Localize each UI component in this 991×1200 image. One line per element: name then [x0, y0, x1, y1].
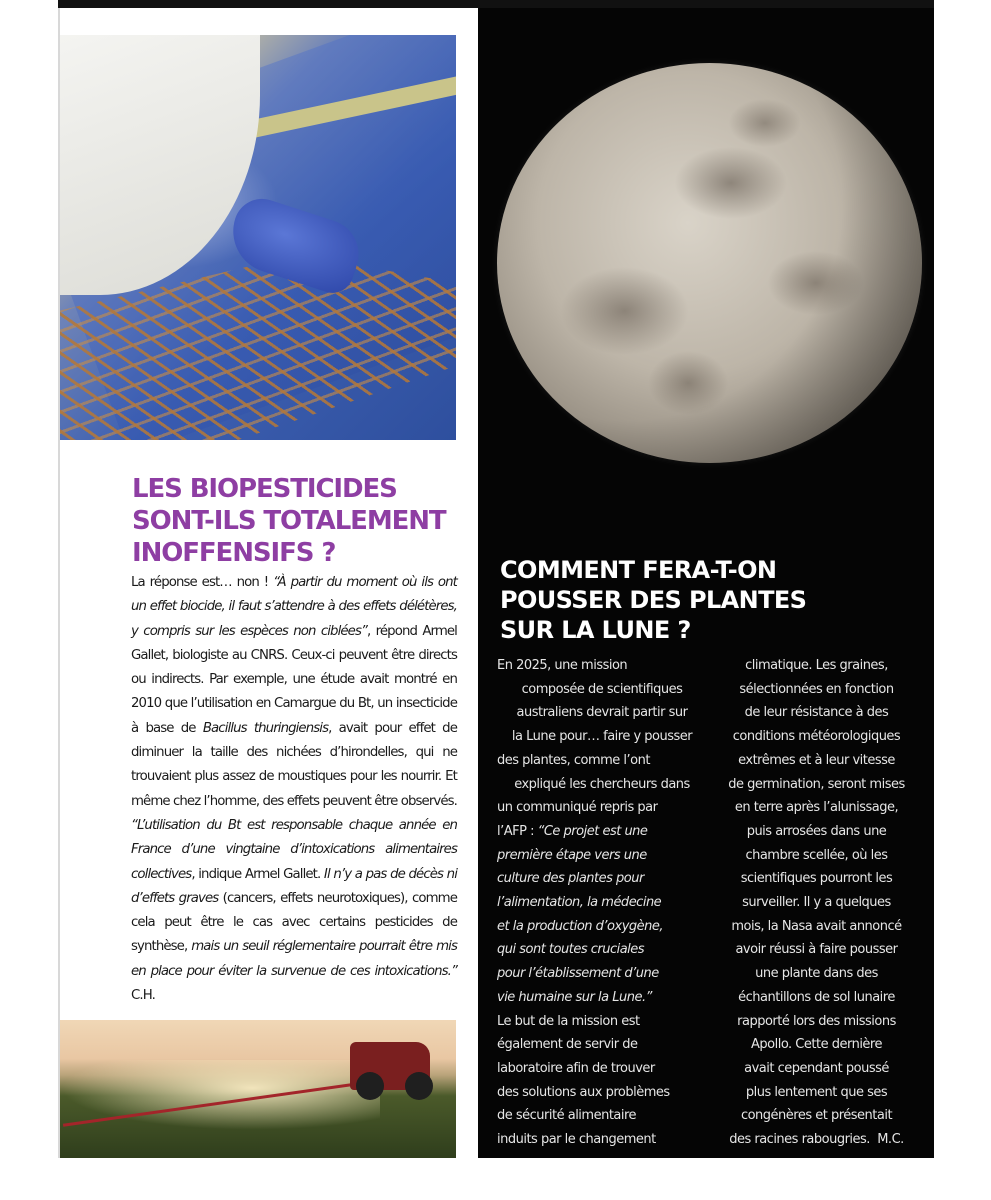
text-line: chambre scellée, où les: [745, 847, 888, 863]
tractor-wheel: [405, 1072, 433, 1100]
quote-line: vie humaine sur la Lune.”: [497, 989, 652, 1005]
photo-tractor-spraying: [60, 1020, 456, 1158]
left-body-quote: Il n’y a pas de décès ni d’effets graves: [131, 866, 457, 906]
text-line: conditions météorologiques: [732, 729, 901, 745]
text-line: rapporté lors des missions: [737, 1013, 896, 1029]
left-body-text: , avait pour effet de diminuer la taille des nichées d’hirondelles, qui ne trouvaient plus assez de moustiques pour les nourrir. Et même chez l’homme, des effets peuvent être observés.: [131, 720, 458, 809]
text-line: Le but de la mission est: [497, 1013, 640, 1029]
quote-fragment: “Ce projet est une: [537, 823, 648, 839]
photo-insect-conveyor: [60, 35, 456, 440]
text-line: congénères et présentait: [740, 1108, 893, 1124]
quote-line: culture des plantes pour: [497, 871, 644, 887]
text-line: avait cependant poussé: [744, 1060, 889, 1076]
text-line: de sécurité alimentaire: [497, 1108, 637, 1124]
text-fragment: l’AFP :: [497, 823, 538, 839]
moon-shading: [497, 63, 922, 463]
text-line: un communiqué repris par: [497, 800, 658, 816]
quote-line: qui sont toutes cruciales: [497, 942, 645, 958]
quote-line: première étape vers une: [497, 847, 647, 863]
text-line: plus lentement que ses: [745, 1084, 888, 1100]
text-line: également de servir de: [497, 1037, 638, 1053]
text-line: la Lune pour… faire y pousser: [511, 729, 693, 745]
tractor-wheel: [356, 1072, 384, 1100]
text-line: échantillons de sol lunaire: [738, 989, 895, 1005]
text-line: une plante dans des: [755, 966, 878, 982]
text-line: [497, 820, 707, 844]
text-line: [714, 1128, 919, 1152]
text-line: expliqué les chercheurs dans: [514, 776, 690, 792]
right-article-title: COMMENT FERA-T-ON POUSSER DES PLANTES SUR LA LUNE ?: [500, 556, 807, 644]
left-body-text: (cancers, effets neurotoxiques), comme cela peut être le cas avec certains pesticides de synthèse,: [131, 890, 457, 955]
text-line: mois, la Nasa avait annoncé: [731, 918, 902, 934]
text-line: Apollo. Cette dernière: [751, 1037, 882, 1053]
text-line: extrêmes et à leur vitesse: [738, 752, 895, 768]
left-body-text: , répond Armel Gallet, biologiste au CNRS. Ceux-ci peuvent être directs ou indirects. Par exemple, une étude avait montré en 2010 que l’utilisation en Camargue du Bt, un insecticide à base de: [131, 623, 457, 736]
text-line: En 2025, une mission: [497, 658, 628, 673]
text-line: en terre après l’alunissage,: [734, 800, 899, 816]
text-line: puis arrosées dans une: [746, 823, 887, 839]
text-line: avoir réussi à faire pousser: [735, 942, 898, 958]
text-line: laboratoire afin de trouver: [497, 1060, 655, 1076]
text-line: surveiller. Il y a quelques: [742, 895, 891, 911]
text-line: de leur résistance à des: [744, 705, 889, 721]
text-fragment: des racines rabougries.: [729, 1132, 870, 1148]
text-line: sélectionnées en fonction: [739, 681, 894, 697]
left-article-signature: C.H.: [131, 988, 155, 1004]
text-line: australiens devrait partir sur: [516, 705, 688, 721]
text-line: scientifiques pourront les: [740, 871, 893, 887]
left-article-title: LES BIOPESTICIDES SONT-ILS TOTALEMENT INOFFENSIFS ?: [132, 474, 446, 568]
right-article-column-2: [714, 654, 919, 1152]
right-article-column-1: [497, 654, 707, 1152]
text-line: des solutions aux problèmes: [497, 1084, 670, 1100]
right-article-signature: M.C.: [877, 1132, 904, 1148]
text-line: des plantes, comme l’ont: [497, 752, 650, 768]
left-body-quote: “L’utilisation du Bt est responsable chaque année en France d’une vingtaine d’intoxications alimentaires collectives: [131, 817, 457, 882]
text-line: induits par le changement: [497, 1132, 656, 1148]
text-line: climatique. Les graines,: [745, 658, 888, 673]
quote-line: et la production d’oxygène,: [497, 918, 664, 934]
left-article-body: [131, 571, 457, 1008]
page-top-border: [58, 0, 934, 8]
quote-line: pour l’établissement d’une: [497, 966, 659, 982]
left-body-species: Bacillus thuringiensis: [202, 720, 329, 736]
left-body-quote: “À partir du moment où ils ont un effet biocide, il faut s’attendre à des effets délétères, y compris sur les espèces non ciblées”: [131, 575, 457, 639]
left-body-quote: mais un seuil réglementaire pourrait être mis en place pour éviter la survenue de ces intoxications.”: [131, 939, 458, 979]
left-body-text: , indique Armel Gallet.: [191, 866, 324, 882]
text-line: composée de scientifiques: [521, 681, 683, 697]
text-line: de germination, seront mises: [728, 776, 905, 792]
quote-line: l’alimentation, la médecine: [497, 895, 662, 911]
left-body-text: La réponse est… non !: [131, 575, 274, 590]
